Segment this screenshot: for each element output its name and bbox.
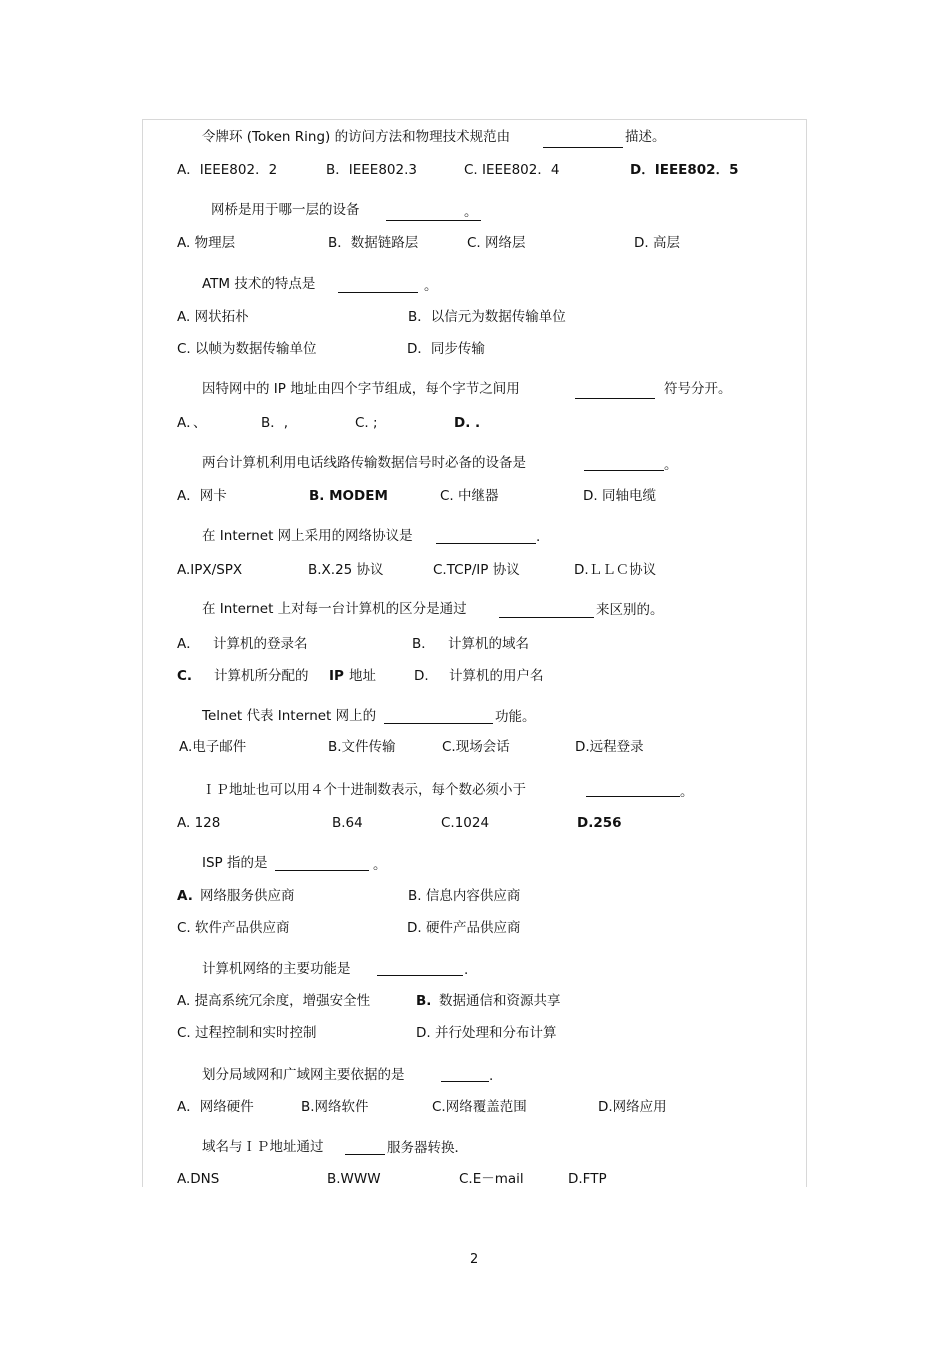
question-stem: 两台计算机利用电话线路传输数据信号时必备的设备是 [202,455,526,471]
question-stem: ISP 指的是 [202,855,268,871]
option-c: C. 以帧为数据传输单位 [177,341,317,357]
question-stem: 域名与ＩＰ地址通过 [202,1139,324,1155]
option-b-letter-correct: B. [416,993,432,1009]
option-a-text: 网络服务供应商 [200,888,295,904]
option-b: B.X.25 协议 [308,562,384,578]
option-b-letter: B． [412,636,435,652]
option-c-ip: IP [329,668,344,684]
option-d-text: 计算机的用户名 [449,668,544,684]
option-d: D. 硬件产品供应商 [407,920,521,936]
question-stem: ATM 技术的特点是 [202,276,316,292]
question-tail: . [536,529,541,545]
page-frame-left [142,119,143,1187]
question-tail: 。 [464,204,478,220]
option-b: B．, [261,415,289,431]
option-b: B．IEEE802.3 [326,162,417,178]
option-a-text: 计算机的登录名 [213,636,308,652]
option-a: A. 128 [177,815,221,831]
option-a: A.电子邮件 [179,739,247,755]
option-a: A．网卡 [177,488,227,504]
option-d: D.ＬＬＣ协议 [574,562,657,578]
option-b-correct: B．以信元为数据传输单位 [408,309,566,325]
answer-blank [384,723,493,724]
answer-blank [586,796,680,797]
option-b-text: 计算机的域名 [448,636,529,652]
option-d: D.FTP [568,1171,607,1187]
answer-blank [338,292,418,293]
question-stem: 划分局域网和广域网主要依据的是 [202,1067,405,1083]
option-c-correct: C.TCP/IP 协议 [433,562,520,578]
answer-blank [275,870,369,871]
question-tail: 服务器转换． [387,1140,468,1156]
option-a: A.IPX/SPX [177,562,243,578]
option-c: C.1024 [441,815,490,831]
question-stem: 因特网中的 IP 地址由四个字节组成，每个字节之间用 [202,381,520,397]
question-tail: 功能。 [495,709,536,725]
question-tail: 符号分开。 [664,381,732,397]
option-d: D. 同轴电缆 [583,488,656,504]
option-d: D.网络应用 [598,1099,667,1115]
option-a: A. 物理层 [177,235,236,251]
option-d-correct: D．IEEE802．5 [630,162,739,178]
question-tail: 描述。 [625,129,666,145]
option-b: B.64 [332,815,363,831]
option-b: B. 信息内容供应商 [408,888,521,904]
option-d: D. 高层 [634,235,680,251]
question-stem: 在 Internet 上对每一台计算机的区分是通过 [202,601,467,617]
answer-blank [499,617,594,618]
question-stem: Telnet 代表 Internet 网上的 [202,708,377,724]
option-c-letter-correct: C. [177,668,193,684]
option-c: C.E－mail [459,1171,524,1187]
option-a: A．、 [177,415,207,431]
question-tail: . [464,962,469,978]
option-a: A. 提高系统冗余度，增强安全性 [177,993,371,1009]
option-b-correct: B．数据链路层 [328,235,419,251]
option-b: B.文件传输 [328,739,396,755]
question-tail: . [489,1068,494,1084]
option-c-text: 计算机所分配的 [214,668,309,684]
option-c: C.现场会话 [442,739,510,755]
question-tail: 。 [664,457,678,473]
option-d-correct: D.256 [577,815,622,831]
option-a-letter-correct: A. [177,888,193,904]
option-d-correct: D.远程登录 [575,739,644,755]
option-d: D. 并行处理和分布计算 [416,1025,557,1041]
option-a: A．网络硬件 [177,1099,254,1115]
question-tail: 。 [680,784,694,800]
option-d-letter: D. [414,668,429,684]
question-stem: 在 Internet 网上采用的网络协议是 [202,528,413,544]
answer-blank [575,398,655,399]
option-b-correct: B. MODEM [309,488,388,504]
option-a: A．IEEE802．2 [177,162,278,178]
option-b-text: 数据通信和资源共享 [439,993,561,1009]
option-a: A. 网状拓朴 [177,309,249,325]
question-stem: 计算机网络的主要功能是 [202,961,351,977]
option-d-correct: D. . [454,415,481,431]
option-c: C. IEEE802．4 [464,162,560,178]
question-tail: 来区别的。 [596,602,664,618]
page-number: 2 [470,1252,479,1267]
page-frame-top [142,119,806,120]
question-tail: 。 [424,278,438,294]
option-c: C. 网络层 [467,235,526,251]
option-a-letter: A． [177,636,200,652]
answer-blank [436,543,536,544]
question-stem: ＩＰ地址也可以用４个十进制数表示，每个数必须小于 [202,782,526,798]
question-stem: 令牌环 (Token Ring) 的访问方法和物理技术规范由 [202,129,511,145]
page-frame-right [806,119,807,1187]
option-c: C. 软件产品供应商 [177,920,290,936]
answer-blank [584,470,664,471]
answer-blank [441,1081,489,1082]
answer-blank [543,147,623,148]
question-tail: 。 [373,857,387,873]
question-stem: 网桥是用于哪一层的设备 [211,202,360,218]
option-b: B.网络软件 [301,1099,369,1115]
option-c: C. 过程控制和实时控制 [177,1025,317,1041]
option-c-text-end: 地址 [349,668,376,684]
option-b: B.WWW [327,1171,381,1187]
option-c: C. ; [355,415,378,431]
option-d: D．同步传输 [407,341,485,357]
option-c-correct: C.网络覆盖范围 [432,1099,527,1115]
answer-blank [345,1154,385,1155]
answer-blank [377,975,463,976]
option-c: C. 中继器 [440,488,499,504]
option-a-correct: A.DNS [177,1171,220,1187]
